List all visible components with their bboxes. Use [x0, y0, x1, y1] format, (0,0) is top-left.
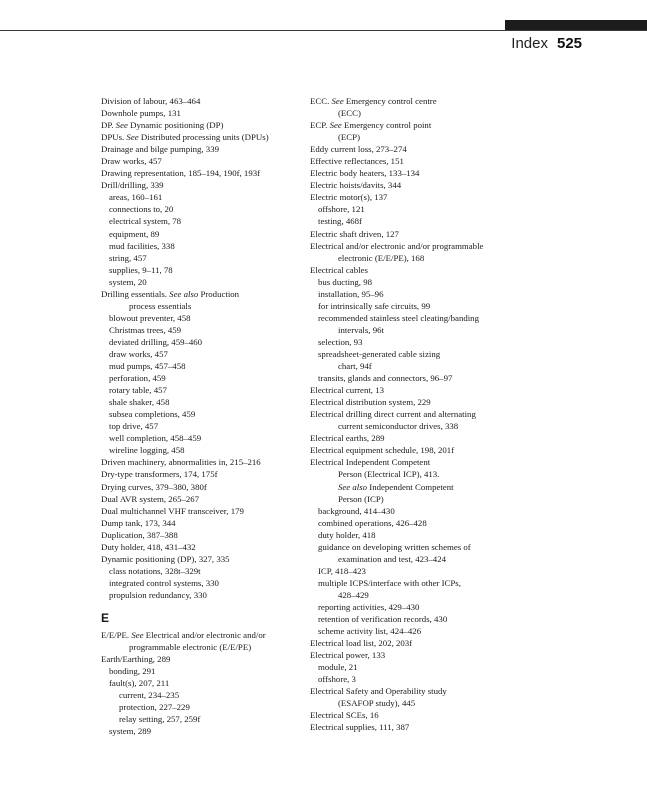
index-entry: Electrical Independent Competent: [310, 457, 431, 468]
index-entry: Duplication, 387–388: [101, 529, 178, 540]
index-entry: DP. See Dynamic positioning (DP): [101, 120, 224, 131]
index-column-left: [101, 95, 297, 737]
index-subentry: scheme activity list, 424–426: [318, 626, 422, 637]
index-entry-continuation: (ESAFOP study), 445: [338, 698, 416, 709]
index-subentry: installation, 95–96: [318, 288, 384, 299]
index-entry: Electric hoists/davits, 344: [310, 180, 402, 191]
index-entry: Drawing representation, 185–194, 190f, 193f: [101, 168, 261, 179]
index-subentry: recommended stainless steel cleating/banding: [318, 312, 479, 323]
index-entry: ECP. See Emergency control point: [310, 120, 432, 131]
index-entry: Drill/drilling, 339: [101, 180, 164, 191]
index-entry: Electrical and/or electronic and/or programmable: [310, 240, 484, 251]
index-entry: Drying curves, 379–380, 380f: [101, 481, 207, 492]
index-entry: E/E/PE. See Electrical and/or electronic and/or: [101, 629, 266, 640]
index-subentry: class notations, 328t–329t: [109, 565, 201, 576]
index-subentry: supplies, 9–11, 78: [109, 264, 173, 275]
index-subentry: transits, glands and connectors, 96–97: [318, 373, 453, 384]
index-entry: Division of labour, 463–464: [101, 96, 201, 106]
index-subentry: testing, 468f: [318, 216, 362, 227]
index-entry: Electrical earths, 289: [310, 433, 385, 444]
index-subentry: relay setting, 257, 259f: [119, 714, 201, 725]
index-subentry: equipment, 89: [109, 228, 160, 239]
index-subentry: string, 457: [109, 252, 147, 263]
index-subentry: protection, 227–229: [119, 702, 190, 713]
header-rule: [0, 30, 647, 31]
index-subentry: duty holder, 418: [318, 529, 376, 540]
index-subentry: blowout preventer, 458: [109, 312, 191, 323]
index-entry: Effective reflectances, 151: [310, 156, 404, 167]
index-subentry: connections to, 20: [109, 204, 174, 215]
index-subentry: system, 289: [109, 726, 152, 737]
index-entry: Drainage and bilge pumping, 339: [101, 144, 219, 155]
index-entry: Dump tank, 173, 344: [101, 517, 176, 528]
index-entry-continuation: (ECC): [338, 108, 361, 119]
index-entry: Electrical SCEs, 16: [310, 710, 379, 721]
index-subentry: multiple ICPS/interface with other ICPs,: [318, 577, 461, 588]
index-subentry: current, 234–235: [119, 690, 180, 701]
index-entry: Eddy current loss, 273–274: [310, 144, 407, 155]
index-subentry: subsea completions, 459: [109, 409, 196, 420]
index-subentry: offshore, 121: [318, 204, 365, 215]
index-subentry: combined operations, 426–428: [318, 517, 427, 528]
index-subentry: areas, 160–161: [109, 192, 163, 203]
index-entry: Electrical load list, 202, 203f: [310, 638, 413, 649]
index-subentry: mud facilities, 338: [109, 240, 175, 251]
index-entry: Dual multichannel VHF transceiver, 179: [101, 505, 244, 516]
index-entry-continuation: programmable electronic (E/E/PE): [129, 642, 252, 653]
index-entry: Dynamic positioning (DP), 327, 335: [101, 553, 230, 564]
index-entry-continuation: examination and test, 423–424: [338, 553, 446, 564]
index-subentry: bus ducting, 98: [318, 276, 373, 287]
index-entry-continuation: See also Independent Competent: [338, 481, 454, 492]
index-entry-continuation: 428–429: [338, 589, 369, 600]
index-entry: Duty holder, 418, 431–432: [101, 541, 196, 552]
index-entry: ECC. See Emergency control centre: [310, 96, 437, 106]
index-subentry: reporting activities, 429–430: [318, 601, 420, 612]
index-entry: Electrical power, 133: [310, 650, 386, 661]
index-entry-continuation: electronic (E/E/PE), 168: [338, 252, 425, 263]
index-subentry: selection, 93: [318, 336, 363, 347]
running-head: Index: [511, 35, 548, 52]
index-entry: Electrical distribution system, 229: [310, 397, 431, 408]
index-entry: Earth/Earthing, 289: [101, 654, 171, 665]
index-entry: Electric motor(s), 137: [310, 192, 388, 203]
index-subentry: draw works, 457: [109, 348, 168, 359]
index-entry-continuation: (ECP): [338, 132, 360, 143]
index-entry: DPUs. See Distributed processing units (DPUs): [101, 132, 269, 143]
index-section-letter: E: [101, 610, 110, 625]
index-subentry: top drive, 457: [109, 421, 159, 432]
index-entry: Dry-type transformers, 174, 175f: [101, 469, 218, 480]
index-subentry: wireline logging, 458: [109, 445, 185, 456]
index-subentry: offshore, 3: [318, 674, 356, 685]
index-entry: Electrical Safety and Operability study: [310, 686, 447, 697]
index-subentry: for intrinsically safe circuits, 99: [318, 300, 431, 311]
index-subentry: propulsion redundancy, 330: [109, 589, 207, 600]
index-entry: Dual AVR system, 265–267: [101, 493, 200, 504]
index-entry: Electrical current, 13: [310, 385, 385, 396]
index-subentry: ICP, 418–423: [318, 565, 366, 576]
index-subentry: bonding, 291: [109, 666, 156, 677]
index-entry: Electrical cables: [310, 264, 368, 275]
index-entry: Electric shaft driven, 127: [310, 228, 399, 239]
index-subentry: perforation, 459: [109, 373, 166, 384]
index-subentry: electrical system, 78: [109, 216, 182, 227]
index-subentry: guidance on developing written schemes of: [318, 541, 471, 552]
index-entry-continuation: current semiconductor drives, 338: [338, 421, 459, 432]
index-entry-continuation: process essentials: [129, 300, 192, 311]
index-subentry: Christmas trees, 459: [109, 324, 182, 335]
index-subentry: module, 21: [318, 662, 358, 673]
index-subentry: system, 20: [109, 276, 147, 287]
index-subentry: mud pumps, 457–458: [109, 361, 186, 372]
index-subentry: spreadsheet-generated cable sizing: [318, 348, 441, 359]
index-entry-continuation: Person (Electrical ICP), 413.: [338, 469, 440, 480]
index-subentry: retention of verification records, 430: [318, 614, 448, 625]
index-subentry: well completion, 458–459: [109, 433, 202, 444]
index-entry-continuation: chart, 94f: [338, 361, 372, 372]
index-entry: Electrical drilling direct current and alternating: [310, 409, 476, 420]
index-subentry: integrated control systems, 330: [109, 577, 219, 588]
index-column-right: [310, 95, 540, 733]
page-number: 525: [557, 35, 583, 52]
index-entry: Driven machinery, abnormalities in, 215–216: [101, 457, 261, 468]
index-entry: Electric body heaters, 133–134: [310, 168, 420, 179]
index-entry: Downhole pumps, 131: [101, 108, 181, 119]
index-entry: Electrical supplies, 111, 387: [310, 722, 410, 733]
index-subentry: background, 414–430: [318, 505, 395, 516]
index-entry: Draw works, 457: [101, 156, 162, 167]
index-entry: Electrical equipment schedule, 198, 201f: [310, 445, 455, 456]
index-subentry: fault(s), 207, 211: [109, 678, 170, 689]
index-entry-continuation: Person (ICP): [338, 493, 384, 504]
index-entry-continuation: intervals, 96t: [338, 324, 384, 335]
index-subentry: rotary table, 457: [109, 385, 167, 396]
index-subentry: shale shaker, 458: [109, 397, 170, 408]
index-entry: Drilling essentials. See also Production: [101, 288, 240, 299]
index-subentry: deviated drilling, 459–460: [109, 336, 203, 347]
